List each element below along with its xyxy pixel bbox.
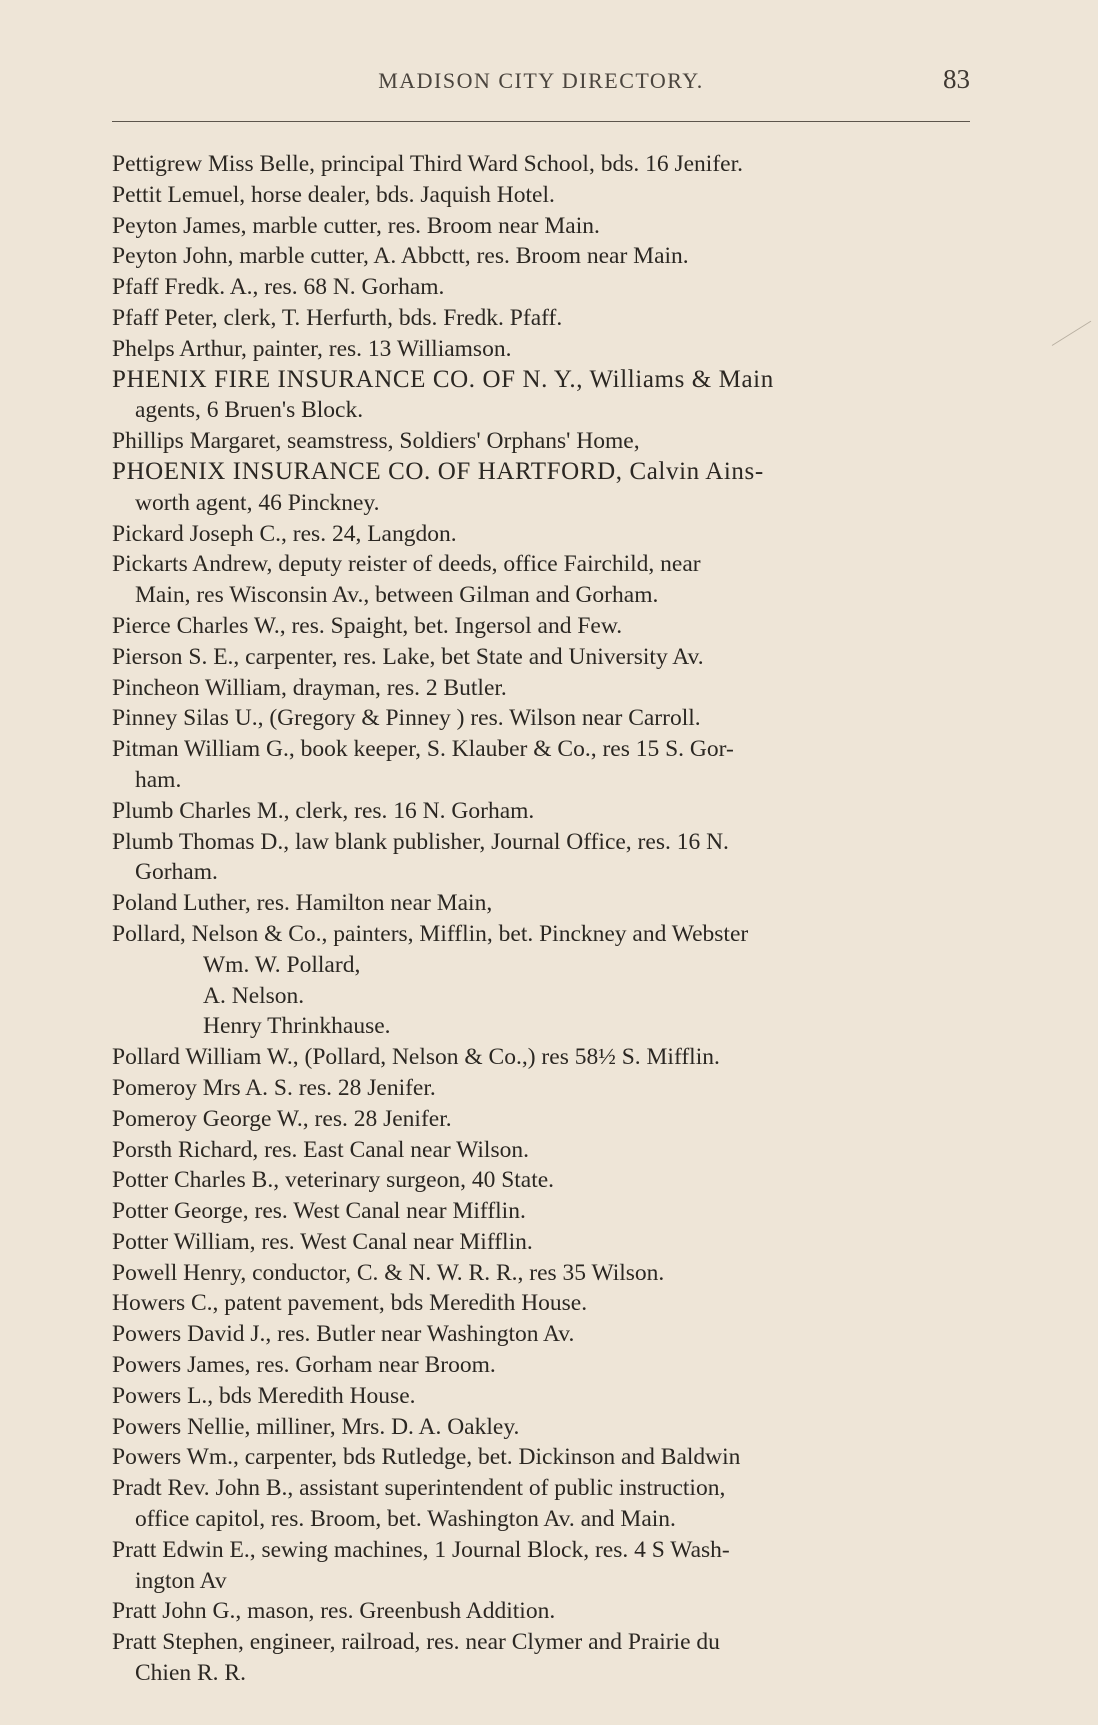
entry-line: Pierson S. E., carpenter, res. Lake, bet State and University Av. [112,643,704,670]
entry-line: Pollard, Nelson & Co., painters, Mifflin, bet. Pinckney and Webster [112,920,749,947]
entry-line: Pinney Silas U., (Gregory & Pinney ) res. Wilson near Carroll. [112,705,701,732]
entry-line: Pettigrew Miss Belle, principal Third Ward School, bds. 16 Jenifer. [112,151,744,177]
entry-line: Pickarts Andrew, deputy reister of deeds, office Fairchild, near [112,551,701,578]
entry-line: Pomeroy Mrs A. S. res. 28 Jenifer. [112,1074,436,1101]
entry-line-continuation: Main, res Wisconsin Av., between Gilman and Gorham. [135,582,659,609]
entry-line-continuation: ham. [135,766,182,793]
entry-line: Powell Henry, conductor, C. & N. W. R. R., res 35 Wilson. [112,1259,665,1286]
entry-line-continuation: ington Av [135,1567,227,1594]
entry-line: Pratt Edwin E., sewing machines, 1 Journal Block, res. 4 S Wash- [112,1536,730,1563]
entry-line: Peyton John, marble cutter, A. Abbctt, res. Broom near Main. [112,243,689,270]
entry-line: Pickard Joseph C., res. 24, Langdon. [112,520,457,547]
entry-line: Pratt Stephen, engineer, railroad, res. near Clymer and Prairie du [112,1629,720,1656]
entry-line-continuation: Gorham. [135,859,218,886]
directory-entries [112,149,982,1689]
entry-line: Powers James, res. Gorham near Broom. [112,1352,496,1379]
entry-line: Pratt John G., mason, res. Greenbush Addition. [112,1598,556,1625]
running-head [112,62,970,98]
entry-line: Plumb Thomas D., law blank publisher, Journal Office, res. 16 N. [112,828,729,855]
page-number: 83 [943,64,970,94]
entry-line: Potter George, res. West Canal near Mifflin. [112,1198,526,1225]
page-title: MADISON CITY DIRECTORY. [378,68,704,93]
entry-line: Potter William, res. West Canal near Mifflin. [112,1228,533,1255]
entry-line-member: Wm. W. Pollard, [203,951,361,978]
entry-line: Porsth Richard, res. East Canal near Wilson. [112,1136,529,1163]
entry-line: Pollard William W., (Pollard, Nelson & Co.,) res 58½ S. Mifflin. [112,1044,720,1071]
entry-line-continuation: office capitol, res. Broom, bet. Washington Av. and Main. [135,1506,676,1533]
entry-line: Pradt Rev. John B., assistant superintendent of public instruction, [112,1475,726,1502]
header-rule [112,121,970,122]
entry-line: Pfaff Peter, clerk, T. Herfurth, bds. Fredk. Pfaff. [112,304,563,331]
entry-line-continuation: agents, 6 Bruen's Block. [135,397,364,424]
entry-line: Powers Nellie, milliner, Mrs. D. A. Oakley. [112,1413,520,1440]
entry-line: Pitman William G., book keeper, S. Klauber & Co., res 15 S. Gor- [112,736,734,763]
entry-line: Pomeroy George W., res. 28 Jenifer. [112,1105,452,1132]
entry-line: Phelps Arthur, painter, res. 13 Williamson. [112,335,512,362]
entry-line: Pettit Lemuel, horse dealer, bds. Jaquish Hotel. [112,181,555,208]
entry-line: Poland Luther, res. Hamilton near Main, [112,890,493,917]
entry-line: Peyton James, marble cutter, res. Broom near Main. [112,212,600,239]
entry-line: Powers Wm., carpenter, bds Rutledge, bet. Dickinson and Baldwin [112,1444,741,1471]
entry-line: Pincheon William, drayman, res. 2 Butler. [112,674,507,701]
entry-line: Phillips Margaret, seamstress, Soldiers' Orphans' Home, [112,428,640,455]
entry-line: Powers David J., res. Butler near Washington Av. [112,1321,575,1348]
margin-mark [1052,321,1092,346]
entry-line-member: A. Nelson. [203,982,305,1009]
entry-line: Powers L., bds Meredith House. [112,1382,416,1409]
entry-line-advertiser: PHENIX FIRE INSURANCE CO. OF N. Y., Williams & Main [112,365,774,393]
entry-line-advertiser: PHOENIX INSURANCE CO. OF HARTFORD, Calvin Ains- [112,457,764,485]
entry-line: Potter Charles B., veterinary surgeon, 40 State. [112,1167,555,1194]
entry-line-continuation: worth agent, 46 Pinckney. [135,489,380,516]
entry-line: Plumb Charles M., clerk, res. 16 N. Gorham. [112,797,535,824]
entry-line: Howers C., patent pavement, bds Meredith House. [112,1290,588,1317]
entry-line-member: Henry Thrinkhause. [203,1013,391,1040]
entry-line-continuation: Chien R. R. [135,1660,246,1687]
entry-line: Pfaff Fredk. A., res. 68 N. Gorham. [112,274,445,301]
entry-line: Pierce Charles W., res. Spaight, bet. Ingersol and Few. [112,612,623,639]
